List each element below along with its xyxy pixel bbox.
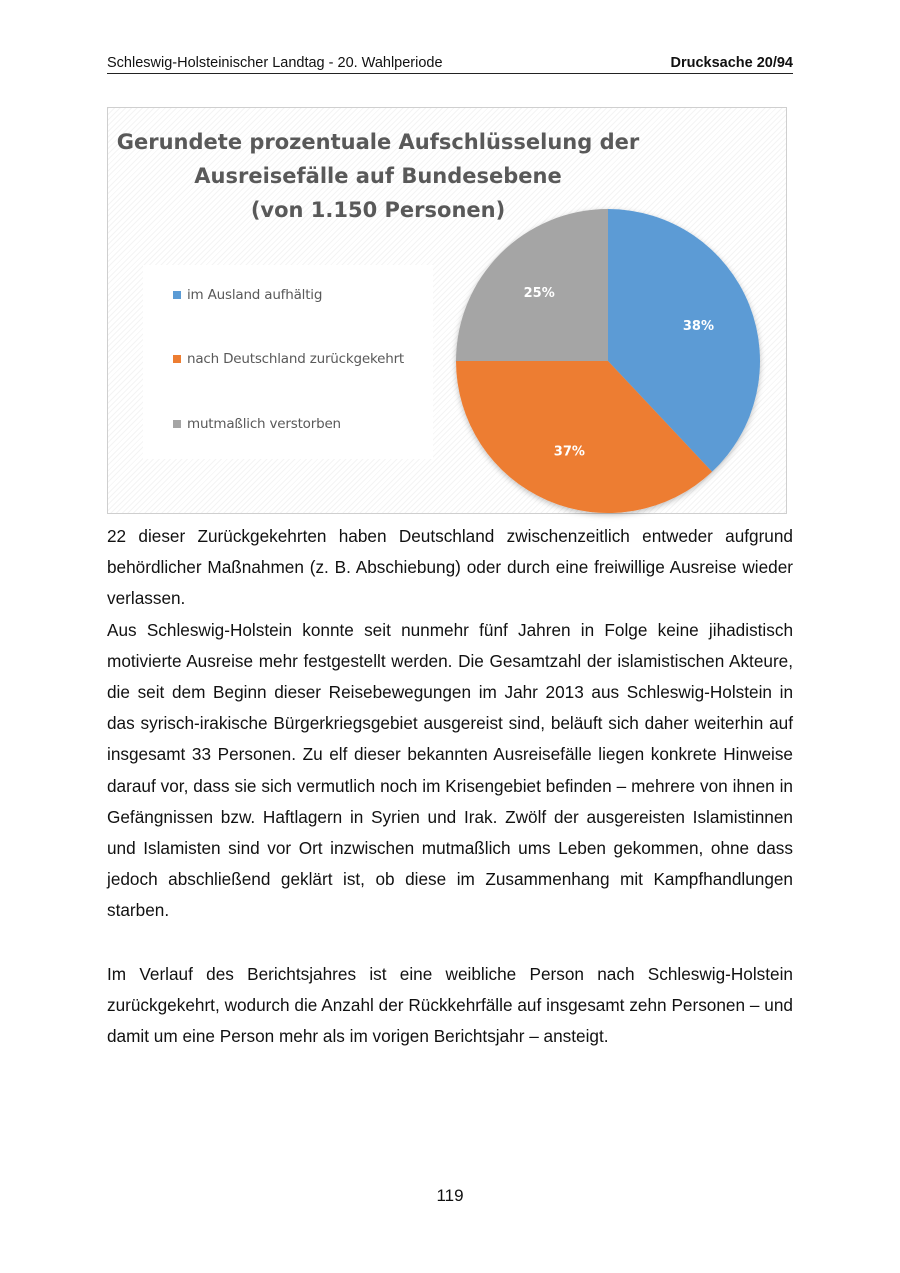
legend-item: [173, 351, 404, 367]
document-number: Drucksache 20/94: [670, 55, 793, 71]
header-left: Schleswig-Holsteinischer Landtag - 20. Wahlperiode: [107, 55, 443, 71]
legend-swatch: [173, 355, 181, 363]
paragraph: Aus Schleswig-Holstein konnte seit nunmehr fünf Jahren in Folge keine jihadistisch motivierte Ausreise mehr festgestellt werden. Die Gesamtzahl der islamistischen Akteure, die seit dem Beginn dieser Reisebewegungen im Jahr 2013 aus Schleswig-Holstein in das syrisch-irakische Bürgerkriegsgebiet ausgereist sind, beläuft sich daher weiterhin auf insgesamt 33 Personen. Zu elf dieser bekannten Ausreisefälle liegen konkrete Hinweise darauf vor, dass sie sich vermutlich noch im Krisengebiet befinden – mehrere von ihnen in Gefängnissen bzw. Haftlagern in Syrien und Irak. Zwölf der ausgereisten Islamistinnen und Islamisten sind vor Ort inzwischen mutmaßlich ums Leben gekommen, ohne dass jedoch abschließend geklärt ist, ob diese im Zusammenhang mit Kampfhandlungen starben.: [107, 619, 793, 921]
pie-chart: [107, 107, 787, 514]
slice-label: 38%: [682, 319, 715, 335]
legend-item: [173, 416, 341, 432]
legend-swatch: [173, 291, 181, 299]
legend-label: im Ausland aufhältig: [187, 287, 323, 303]
pie-plot: [448, 201, 768, 521]
chart-legend: [143, 265, 433, 459]
body-text: [107, 521, 793, 927]
page-number: 119: [436, 1186, 464, 1205]
body-text: [107, 959, 793, 1053]
paragraph: 22 dieser Zurückgekehrten haben Deutschland zwischenzeitlich entweder aufgrund behördlicher Maßnahmen (z. B. Abschiebung) oder durch eine freiwillige Ausreise wieder verlassen.: [107, 526, 793, 609]
page-header: [107, 55, 793, 74]
chart-title-line: Gerundete prozentuale Aufschlüsselung der: [116, 130, 640, 154]
legend-swatch: [173, 420, 181, 428]
chart-title-line: Ausreisefälle auf Bundesebene: [194, 164, 562, 188]
legend-label: nach Deutschland zurückgekehrt: [187, 351, 405, 367]
pie-slice: [456, 209, 608, 361]
paragraph: Im Verlauf des Berichtsjahres ist eine weibliche Person nach Schleswig-Holstein zurückgekehrt, wodurch die Anzahl der Rückkehrfälle auf insgesamt zehn Personen – und damit um eine Person mehr als im vorigen Berichtsjahr – ansteigt.: [107, 964, 793, 1047]
pie-slices: [456, 209, 760, 513]
slice-label: 37%: [553, 444, 585, 460]
legend-label: mutmaßlich verstorben: [187, 416, 341, 432]
slice-label: 25%: [523, 286, 555, 302]
legend-item: [173, 287, 322, 303]
chart-title-line: (von 1.150 Personen): [250, 198, 506, 222]
